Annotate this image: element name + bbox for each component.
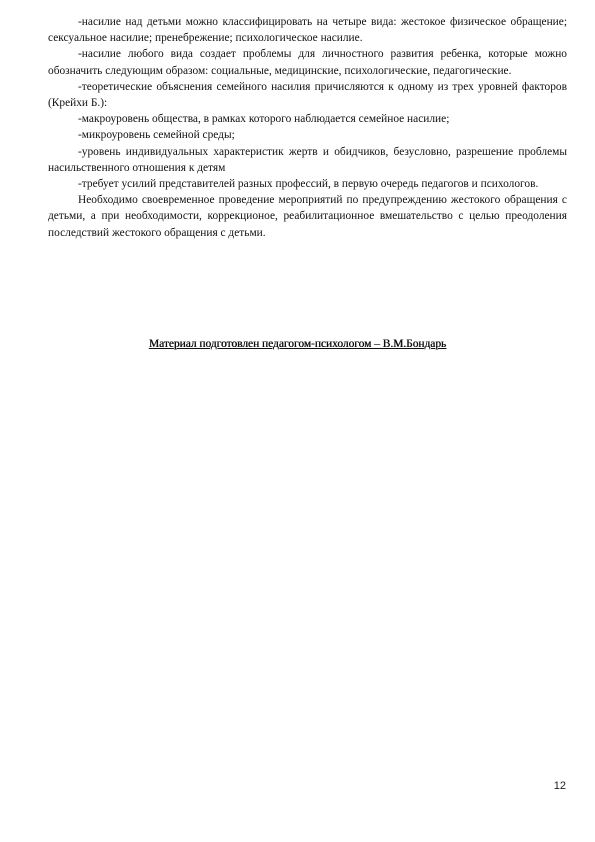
paragraph-development-problems: -насилие любого вида создает проблемы для личностного развития ребенка, которые можно обозначить следующим образом: социальные, медицинские, психологические, педагогические. <box>48 48 567 77</box>
paragraph-violence-types: -насилие над детьми можно классифицировать на четыре вида: жестокое физическое обращение; сексуальное насилие; пренебрежение; психологическое насилие. <box>48 16 567 45</box>
page-number: 12 <box>553 780 566 792</box>
paragraph-conclusion: Необходимо своевременное проведение мероприятий по предупреждению жестокого обращения с детьми, а при необходимости, коррекционое, реабилитационное вмешательство с целью преодоления последствий жестокого обращения с детьми. <box>48 194 567 239</box>
paragraph-theoretical-explanations: -теоретические объяснения семейного насилия причисляются к одному из трех уровней факторов (Крейхи Б.): <box>48 80 567 110</box>
paragraph-macro-level: -макроуровень общества, в рамках которого наблюдается семейное насилие; <box>78 113 450 126</box>
paragraph-individual-level: -уровень индивидуальных характеристик жертв и обидчиков, безусловно, разрешение проблемы насильственного отношения к детям <box>48 145 567 174</box>
paragraph-micro-level: -микроуровень семейной среды; <box>78 129 235 142</box>
paragraph-professional-efforts: -требует усилий представителей разных профессий, в первую очередь педагогов и психологов. <box>78 178 539 191</box>
body-text <box>48 14 567 241</box>
author-credit: Материал подготовлен педагогом-психологом – В.М.Бондарь <box>148 338 447 350</box>
